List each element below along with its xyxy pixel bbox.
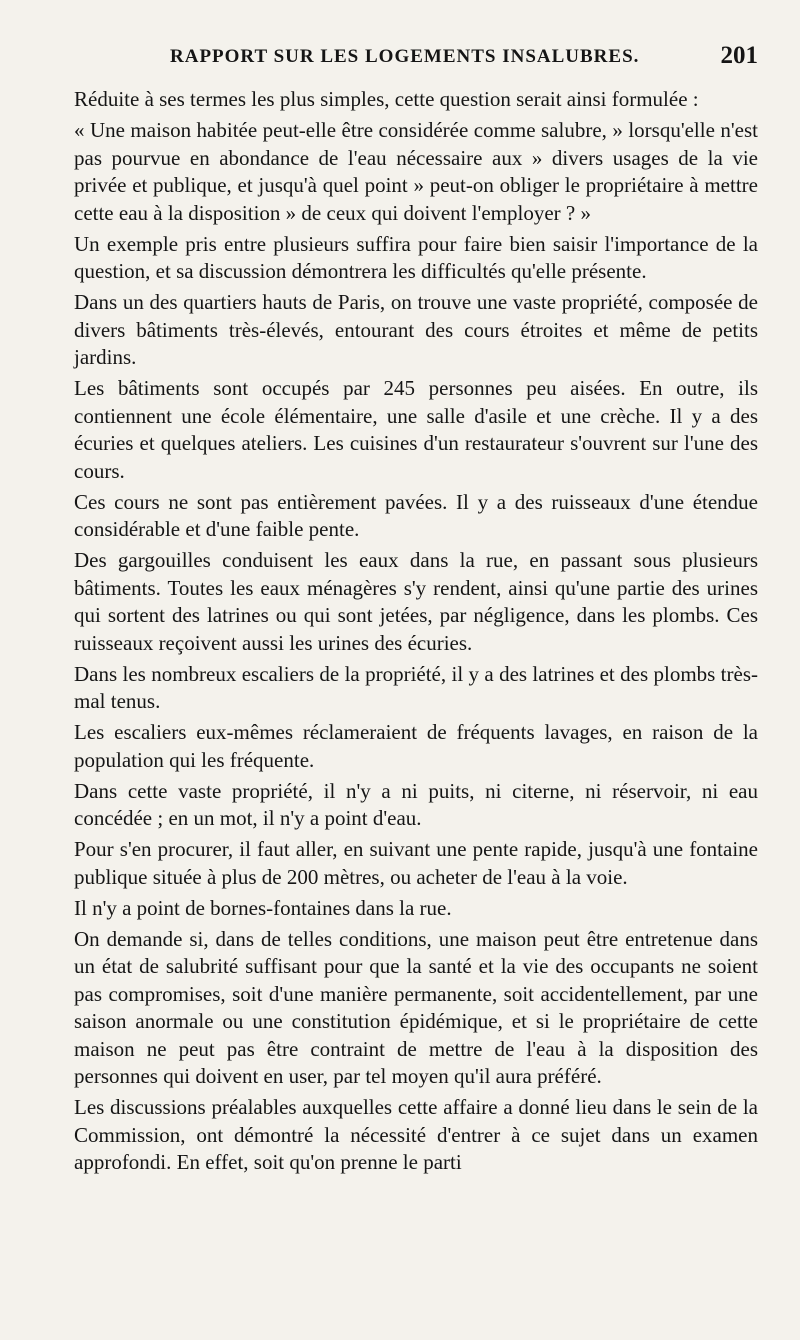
- paragraph: Ces cours ne sont pas entièrement pavées. Il y a des ruisseaux d'une étendue considérable et d'une faible pente.: [74, 489, 758, 541]
- running-header: [74, 38, 758, 74]
- paragraph: Les escaliers eux-mêmes réclameraient de fréquents lavages, en raison de la population qui les fréquente.: [74, 720, 758, 772]
- paragraph: On demande si, dans de telles conditions, une maison peut être entretenue dans un état de salubrité suffisant pour que la santé et la vie des occupants ne soient pas compromises, soit d'une manière permanente, soit accidentellement, par une saison anormale ou une constitution épidémique, et si le propriétaire de cette maison ne peut pas être contraint de mettre de l'eau à la disposition des personnes qui doivent en user, par tel moyen qu'il aura préféré.: [74, 926, 758, 1088]
- body-text: [74, 86, 758, 1177]
- paragraph: Les discussions préalables auxquelles cette affaire a donné lieu dans le sein de la Commission, ont démontré la nécessité d'entrer à ce sujet dans un examen approfondi. En effet, soit qu'on prenne le parti: [74, 1095, 758, 1174]
- paragraph: Pour s'en procurer, il faut aller, en suivant une pente rapide, jusqu'à une fontaine publique située à plus de 200 mètres, ou acheter de l'eau à la voie.: [74, 837, 758, 889]
- quoted-question: « Une maison habitée peut-elle être considérée comme salubre, » lorsqu'elle n'est pas pourvue en abondance de l'eau nécessaire aux » divers usages de la vie privée et publique, et jusqu'à quel point » peut-on obliger le propriétaire à mettre cette eau à la disposition » de ceux qui doivent l'employer ? »: [74, 118, 758, 225]
- paragraph: Un exemple pris entre plusieurs suffira pour faire bien saisir l'importance de la question, et sa discussion démontrera les difficultés qu'elle présente.: [74, 231, 758, 283]
- paragraph: Les bâtiments sont occupés par 245 personnes peu aisées. En outre, ils contiennent une école élémentaire, une salle d'asile et une crèche. Il y a des écuries et quelques ateliers. Les cuisines d'un restaurateur s'ouvrent sur l'une des cours.: [74, 376, 758, 483]
- paragraph: Réduite à ses termes les plus simples, cette question serait ainsi formulée :: [74, 87, 699, 111]
- page-number: 201: [720, 42, 758, 69]
- running-title: RAPPORT SUR LES LOGEMENTS INSALUBRES.: [170, 46, 640, 67]
- paragraph: Il n'y a point de bornes-fontaines dans la rue.: [74, 895, 452, 920]
- paragraph: Dans les nombreux escaliers de la propriété, il y a des latrines et des plombs très-mal tenus.: [74, 661, 758, 713]
- paragraph: Dans cette vaste propriété, il n'y a ni puits, ni citerne, ni réservoir, ni eau concédée ; en un mot, il n'y a point d'eau.: [74, 778, 758, 830]
- paragraph: Dans un des quartiers hauts de Paris, on trouve une vaste propriété, composée de divers bâtiments très-élevés, entourant des cours étroites et même de petits jardins.: [74, 290, 758, 369]
- paragraph: Des gargouilles conduisent les eaux dans la rue, en passant sous plusieurs bâtiments. Toutes les eaux ménagères s'y rendent, ainsi qu'une partie des urines qui sortent des latrines ou qui sont jetées, par négligence, dans les plombs. Ces ruisseaux reçoivent aussi les urines des écuries.: [74, 548, 758, 655]
